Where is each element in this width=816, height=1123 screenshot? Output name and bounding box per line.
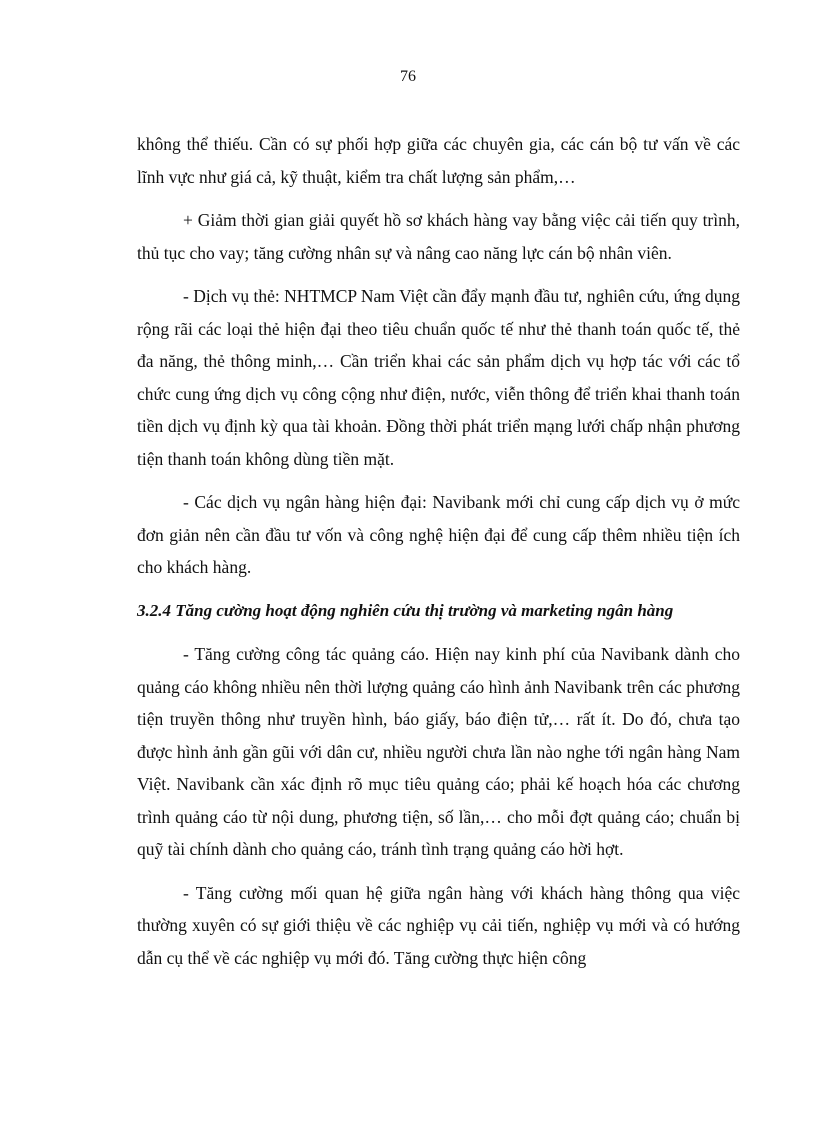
paragraph-reduce-processing-time: + Giảm thời gian giải quyết hồ sơ khách hàng vay bằng việc cải tiến quy trình, thủ tục cho vay; tăng cường nhân sự và nâng cao năng lực cán bộ nhân viên. bbox=[137, 210, 740, 263]
page-number: 76 bbox=[400, 68, 416, 85]
paragraph-modern-banking-services: - Các dịch vụ ngân hàng hiện đại: Navibank mới chỉ cung cấp dịch vụ ở mức đơn giản nên cần đầu tư vốn và công nghệ hiện đại để cung cấp thêm nhiều tiện ích cho khách hàng. bbox=[137, 492, 740, 577]
paragraph-continuation: không thể thiếu. Cần có sự phối hợp giữa các chuyên gia, các cán bộ tư vấn về các lĩnh vực như giá cả, kỹ thuật, kiểm tra chất lượng sản phẩm,… bbox=[137, 134, 740, 187]
document-body bbox=[137, 128, 740, 985]
paragraph-advertising: - Tăng cường công tác quảng cáo. Hiện nay kinh phí của Navibank dành cho quảng cáo không nhiều nên thời lượng quảng cáo hình ảnh Navibank trên các phương tiện truyền thông như truyền hình, báo giấy, báo điện tử,… rất ít. Do đó, chưa tạo được hình ảnh gần gũi với dân cư, nhiều người chưa lần nào nghe tới ngân hàng Nam Việt. Navibank cần xác định rõ mục tiêu quảng cáo; phải kế hoạch hóa các chương trình quảng cáo từ nội dung, phương tiện, số lần,… cho mỗi đợt quảng cáo; chuẩn bị quỹ tài chính dành cho quảng cáo, tránh tình trạng quảng cáo hời hợt. bbox=[137, 644, 740, 859]
section-heading: 3.2.4 Tăng cường hoạt động nghiên cứu thị trường và marketing ngân hàng bbox=[137, 600, 674, 620]
paragraph-card-services: - Dịch vụ thẻ: NHTMCP Nam Việt cần đẩy mạnh đầu tư, nghiên cứu, ứng dụng rộng rãi các loại thẻ hiện đại theo tiêu chuẩn quốc tế như thẻ thanh toán quốc tế, thẻ đa năng, thẻ thông minh,… Cần triển khai các sản phẩm dịch vụ hợp tác với các tổ chức cung ứng dịch vụ công cộng như điện, nước, viễn thông để triển khai thanh toán tiền dịch vụ định kỳ qua tài khoản. Đồng thời phát triển mạng lưới chấp nhận phương tiện thanh toán không dùng tiền mặt. bbox=[137, 286, 740, 469]
paragraph-customer-relations: - Tăng cường mối quan hệ giữa ngân hàng với khách hàng thông qua việc thường xuyên có sự giới thiệu về các nghiệp vụ cải tiến, nghiệp vụ mới và có hướng dẫn cụ thể về các nghiệp vụ mới đó. Tăng cường thực hiện công bbox=[137, 882, 740, 968]
